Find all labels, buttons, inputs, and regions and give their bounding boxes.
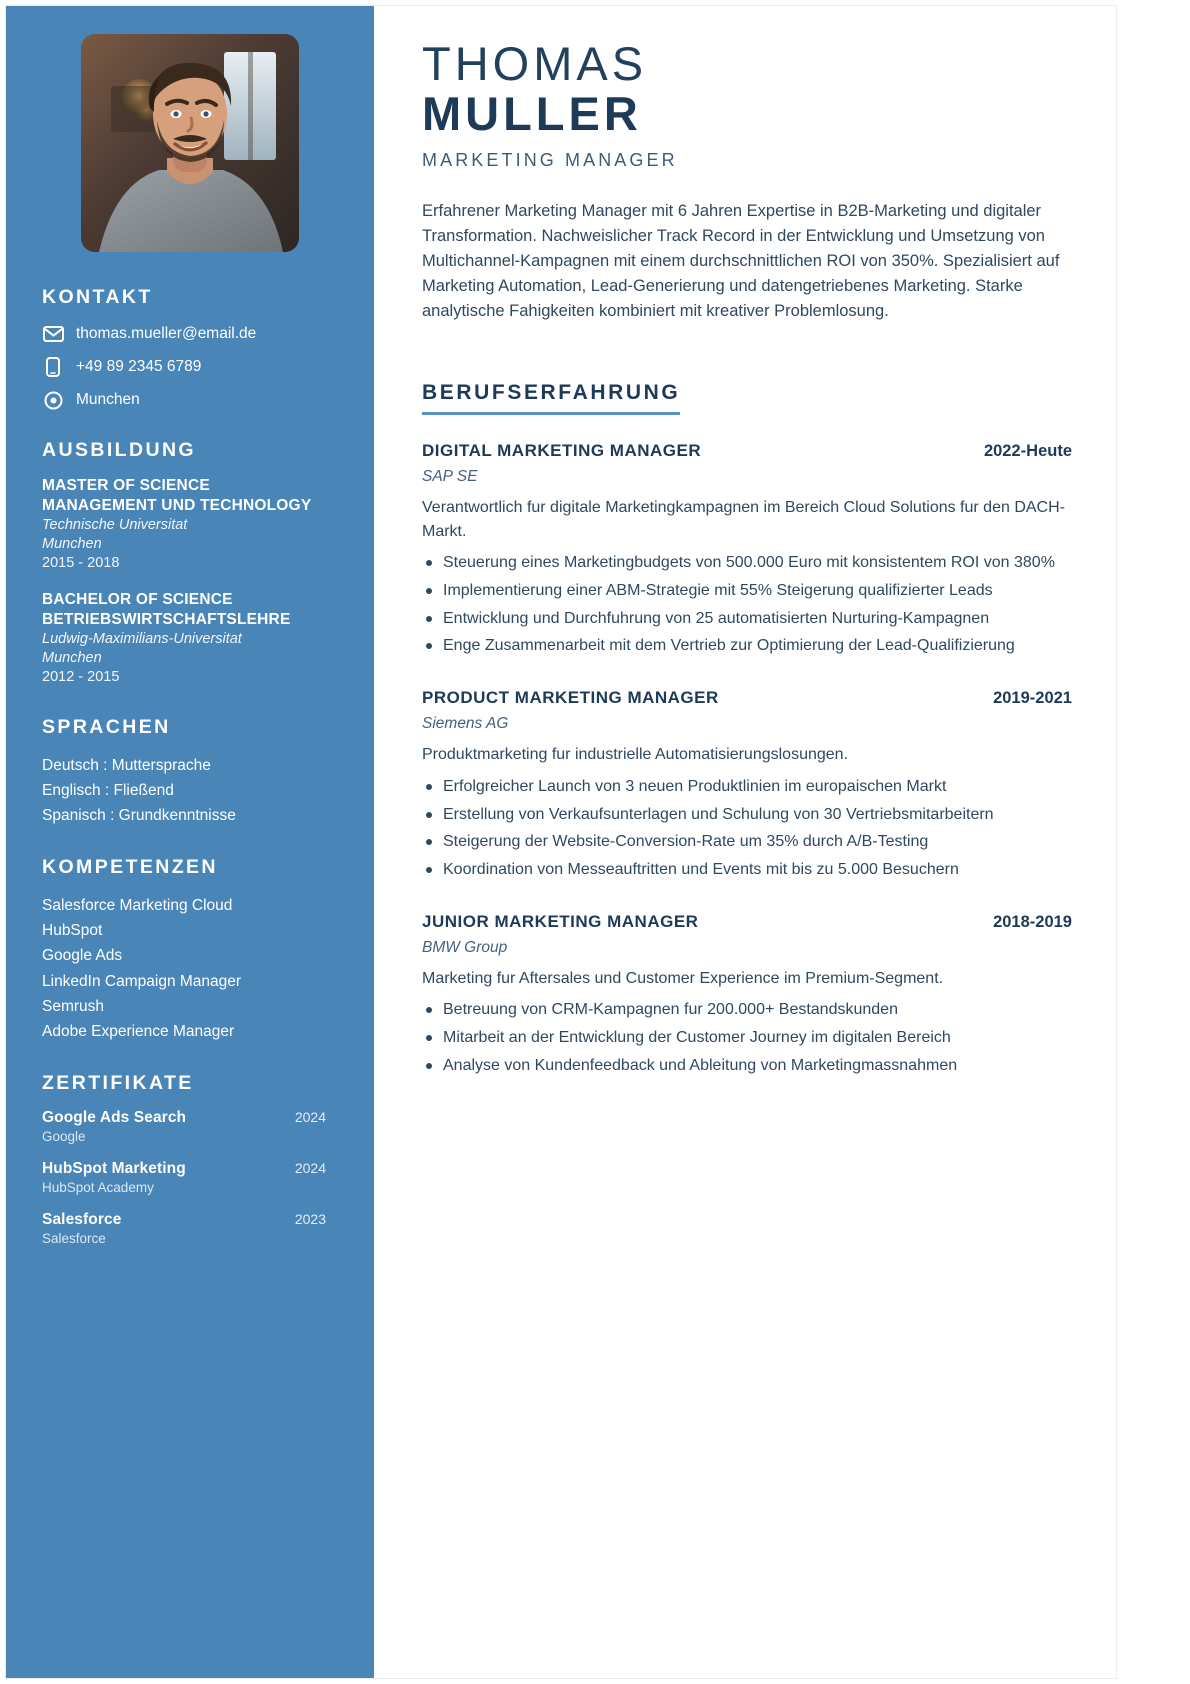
experience-description: Marketing fur Aftersales und Customer Experience im Premium-Segment. [422,969,944,987]
education-school-line1: Technische Universitat [42,516,188,533]
experience-role: JUNIOR MARKETING MANAGER [422,911,699,931]
contact-phone-value: +49 89 2345 6789 [76,358,202,376]
certificate-year: 2024 [294,1108,326,1125]
skill-item: LinkedIn Campaign Manager [42,972,242,990]
language-item: Deutsch : Muttersprache [42,756,211,774]
experience-bullet: Analyse von Kundenfeedback und Ableitung von Marketingmassnahmen [422,1055,1072,1078]
education-item [42,590,342,687]
experience-company: Siemens AG [422,715,509,733]
certificate-name: Salesforce [42,1210,122,1228]
certificates-heading: ZERTIFIKATE [42,1071,194,1094]
experience-bullet: Steuerung eines Marketingbudgets von 500.000 Euro mit konsistentem ROI von 380% [422,552,1072,575]
certificate-header [42,1109,342,1127]
experience-bullet: Betreuung von CRM-Kampagnen fur 200.000+ Bestandskunden [422,999,1072,1022]
experience-bullet: Enge Zusammenarbeit mit dem Vertrieb zur Optimierung der Lead-Qualifizierung [422,635,1072,658]
skills-heading: KOMPETENZEN [42,856,218,879]
education-years: 2015 - 2018 [42,554,120,571]
last-name: MULLER [422,87,642,141]
certificate-year: 2024 [294,1159,326,1176]
education-degree-line1: MASTER OF SCIENCE [42,477,210,494]
skill-item: Adobe Experience Manager [42,1022,235,1040]
experience-bullet-list [422,999,1072,1077]
certificate-item [42,1160,342,1195]
contact-email-value: thomas.mueller@email.de [76,325,257,343]
education-degree-line1: BACHELOR OF SCIENCE [42,591,233,609]
education-school-line2: Munchen [42,650,102,667]
experience-bullet: Implementierung einer ABM-Strategie mit 55% Steigerung qualifizierter Leads [422,580,1072,603]
experience-role: DIGITAL MARKETING MANAGER [422,440,702,460]
education-school-line1: Ludwig-Maximilians-Universitat [42,631,242,648]
education-item [42,476,342,573]
education-years: 2012 - 2015 [42,669,120,686]
contact-email-row[interactable] [42,323,342,345]
experience-period: 2018-2019 [993,912,1072,931]
contact-heading: KONTAKT [42,286,153,308]
certificate-item [42,1109,342,1144]
certificate-name: HubSpot Marketing [42,1159,186,1177]
resume-sheet [6,6,1116,1678]
experience-bullet: Koordination von Messeauftritten und Events mit bis zu 5.000 Besuchern [422,859,1072,882]
skill-item: Google Ads [42,947,123,965]
sidebar [6,6,374,1678]
experience-header [422,441,1072,461]
education-heading: AUSBILDUNG [42,439,196,461]
education-degree-line2: MANAGEMENT UND TECHNOLOGY [42,496,312,514]
professional-summary: Erfahrener Marketing Manager mit 6 Jahren Expertise in B2B-Marketing und digitaler Transformation. Nachweislicher Track Record in der Entwicklung und Umsetzung von Multichannel-Kampagnen mit einem durchschnittlichen ROI von 350%. Spezialisiert auf Marketing Automation, Lead-Generierung und datengetriebenes Marketing. Starke analytische Fahigkeiten kombiniert mit kreativer Problemlosung. [422,202,1060,321]
skill-item: Semrush [42,997,105,1015]
contact-location-row[interactable] [42,389,342,411]
job-title: MARKETING MANAGER [422,150,678,171]
experience-header [422,912,1072,932]
experience-item [422,688,1072,882]
contact-phone-row[interactable] [42,356,342,378]
profile-photo [81,34,299,252]
experience-description: Produktmarketing fur industrielle Automatisierungslosungen. [422,746,849,764]
languages-section [38,716,342,828]
experience-period: 2019-2021 [993,689,1072,708]
certificate-item [42,1211,342,1246]
experience-bullet: Erstellung von Verkaufsunterlagen und Schulung von 30 Vertriebsmitarbeitern [422,804,1072,827]
education-section [38,439,342,688]
experience-item [422,441,1072,658]
main-content [374,6,1116,1678]
experience-bullet: Entwicklung und Durchfuhrung von 25 automatisierten Nurturing-Kampagnen [422,608,1072,631]
certificate-issuer: HubSpot Academy [42,1179,154,1195]
skill-item: Salesforce Marketing Cloud [42,897,233,915]
education-degree-line2: BETRIEBSWIRTSCHAFTSLEHRE [42,611,291,629]
certificate-header [42,1211,342,1229]
experience-period: 2022-Heute [983,441,1072,460]
profile-photo-container [38,34,342,252]
experience-company: SAP SE [422,467,478,485]
languages-heading: SPRACHEN [42,715,171,738]
skills-section [38,856,342,1044]
certificate-name: Google Ads Search [42,1108,187,1126]
contact-location-value: Munchen [76,391,140,409]
profile-photo-illustration [81,34,299,252]
experience-bullet-list [422,776,1072,882]
phone-icon [42,356,64,378]
language-item: Englisch : Fließend [42,782,174,800]
experience-header [422,688,1072,708]
experience-bullet-list [422,552,1072,658]
certificate-issuer: Salesforce [42,1230,106,1246]
experience-bullet: Erfolgreicher Launch von 3 neuen Produktlinien im europaischen Markt [422,776,1072,799]
experience-heading: BERUFSERFAHRUNG [422,381,680,415]
certificate-year: 2023 [294,1210,326,1227]
language-item: Spanisch : Grundkenntnisse [42,807,236,825]
experience-description: Verantwortlich fur digitale Marketingkampagnen im Bereich Cloud Solutions fur den DACH-Markt. [422,498,1065,540]
experience-item [422,912,1072,1078]
contact-section [38,286,342,411]
experience-bullet: Steigerung der Website-Conversion-Rate um 35% durch A/B-Testing [422,831,1072,854]
experience-role: PRODUCT MARKETING MANAGER [422,688,719,708]
skill-item: HubSpot [42,922,103,940]
location-pin-icon [42,389,64,411]
certificates-section [38,1072,342,1246]
first-name: THOMAS [422,37,648,90]
experience-company: BMW Group [422,938,508,956]
education-school-line2: Munchen [42,535,102,552]
certificate-issuer: Google [42,1128,86,1144]
certificate-header [42,1160,342,1178]
envelope-icon [42,323,64,345]
experience-bullet: Mitarbeit an der Entwicklung der Customer Journey im digitalen Bereich [422,1027,1072,1050]
